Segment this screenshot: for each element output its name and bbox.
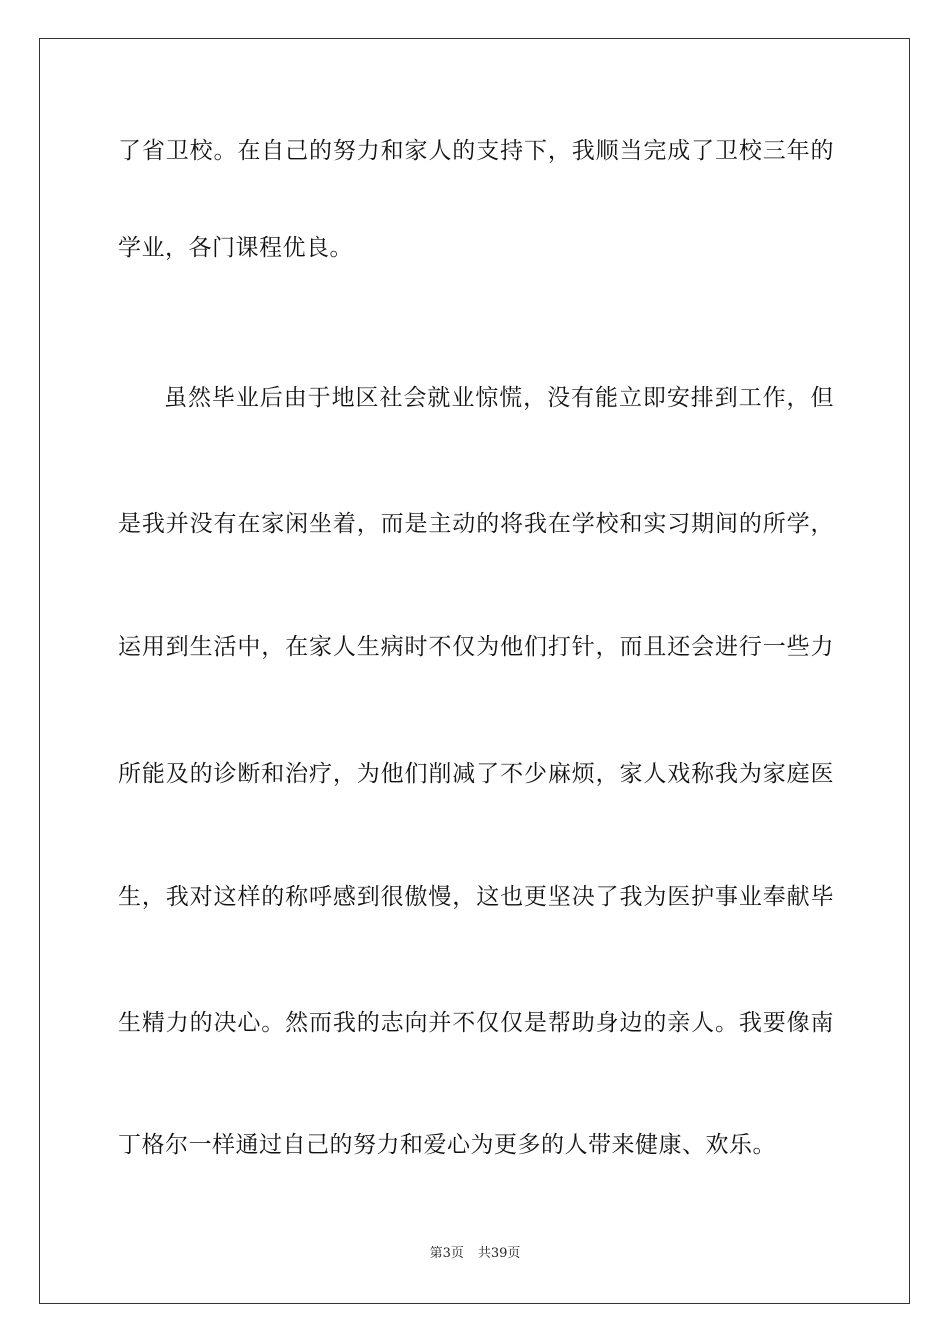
paragraph-line: 了省卫校。在自己的努力和家人的支持下，我顺当完成了卫校三年的 (118, 138, 834, 164)
page-footer (0, 1245, 950, 1263)
paragraph-line: 学业，各门课程优良。 (118, 235, 353, 261)
paragraph-line: 生精力的决心。然而我的志向并不仅仅是帮助身边的亲人。我要像南 (118, 1010, 834, 1036)
page-total: 共39页 (477, 1246, 521, 1261)
paragraph-line: 运用到生活中，在家人生病时不仅为他们打针，而且还会进行一些力 (118, 634, 834, 660)
paragraph-line: 所能及的诊断和治疗，为他们削减了不少麻烦，家人戏称我为家庭医 (118, 761, 834, 787)
page-border (39, 38, 910, 1304)
page-number: 第3页 (429, 1246, 464, 1261)
paragraph-line: 丁格尔一样通过自己的努力和爱心为更多的人带来健康、欢乐。 (118, 1132, 776, 1158)
paragraph-line: 虽然毕业后由于地区社会就业惊慌，没有能立即安排到工作，但 (164, 385, 834, 411)
paragraph-line: 生，我对这样的称呼感到很傲慢，这也更坚决了我为医护事业奉献毕 (118, 884, 834, 910)
paragraph-line: 是我并没有在家闲坐着，而是主动的将我在学校和实习期间的所学， (118, 511, 834, 537)
